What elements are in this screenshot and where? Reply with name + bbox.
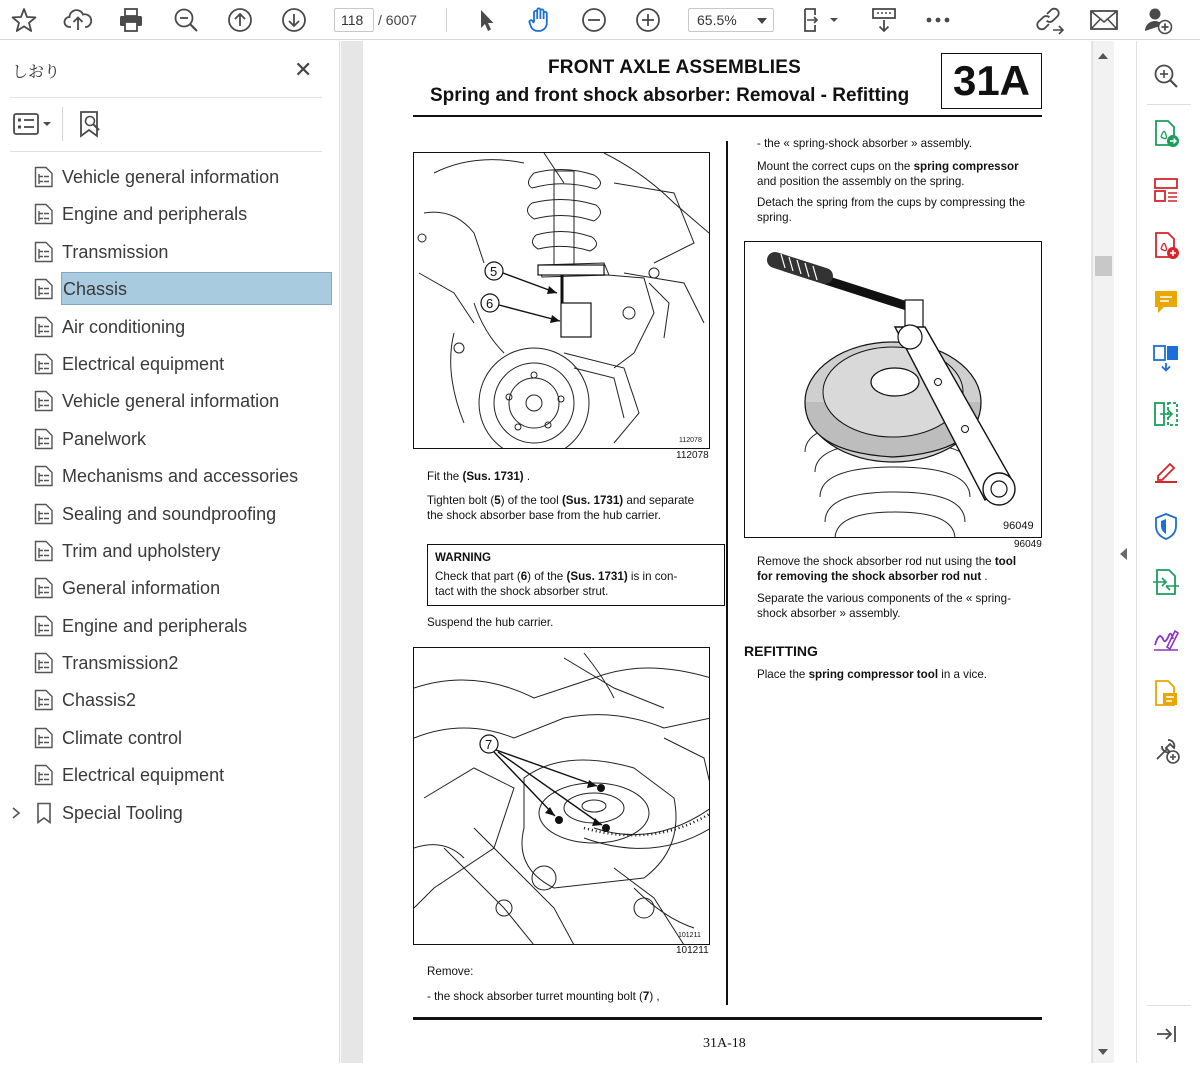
bookmark-doc-icon: [34, 577, 54, 599]
bookmark-doc-icon: [34, 503, 54, 525]
comment-icon[interactable]: [1151, 287, 1181, 317]
warning-text: [435, 569, 718, 599]
figure-caption-number: 96049: [1014, 539, 1042, 550]
bookmark-label: Chassis2: [62, 690, 137, 711]
text-run: is in con-: [627, 570, 678, 583]
send-for-review-icon[interactable]: [1151, 567, 1181, 597]
scroll-up-icon[interactable]: [1098, 53, 1108, 59]
text-run-bold: 7: [642, 990, 650, 1003]
callout-5: 5: [490, 264, 498, 279]
bookmark-doc-icon: [34, 465, 54, 487]
bookmark-label: Electrical equipment: [62, 765, 225, 786]
page-header-title: FRONT AXLE ASSEMBLIES: [548, 57, 801, 78]
bookmark-item[interactable]: [0, 308, 340, 345]
paragraph-place: [757, 667, 987, 682]
text-run: .: [981, 570, 988, 583]
previous-page-icon[interactable]: [222, 0, 258, 40]
bookmark-label: Trim and upholstery: [62, 540, 221, 561]
vertical-scrollbar[interactable]: [1092, 41, 1114, 1063]
organize-pages-icon[interactable]: [1151, 175, 1181, 205]
zoom-level-value: 65.5%: [697, 12, 737, 28]
text-run-bold: (Sus. 1731): [462, 470, 524, 483]
bookmark-item[interactable]: [0, 681, 340, 718]
bookmark-label: Vehicle general information: [62, 391, 280, 412]
bookmark-item[interactable]: [0, 794, 340, 831]
chevron-right-icon[interactable]: [10, 806, 22, 820]
bookmark-item[interactable]: [0, 457, 340, 494]
text-run-bold: 6: [520, 570, 528, 583]
zoom-in-icon[interactable]: [630, 0, 666, 40]
print-icon[interactable]: [113, 0, 149, 40]
close-icon[interactable]: ✕: [294, 57, 313, 82]
panel-title: しおり: [12, 64, 61, 81]
bookmark-doc-icon: [34, 652, 54, 674]
text-run: ) of the: [527, 570, 567, 583]
bookmarks-panel: [0, 41, 340, 1063]
paragraph-detach: [757, 195, 1043, 225]
pdf-page: [363, 41, 1091, 1063]
section-heading-refitting: REFITTING: [744, 643, 818, 659]
next-page-icon[interactable]: [276, 0, 312, 40]
text-run-bold: tool: [994, 555, 1017, 568]
bookmark-label: Special Tooling: [62, 802, 183, 823]
bookmark-label: General information: [62, 578, 221, 599]
figure-caption-number: 101211: [676, 945, 709, 956]
email-icon[interactable]: [1086, 0, 1122, 40]
zoom-level-select[interactable]: [688, 8, 774, 32]
scroll-down-icon[interactable]: [1098, 1049, 1108, 1055]
text-run: in a vice.: [938, 668, 988, 681]
zoom-out-icon[interactable]: [576, 0, 612, 40]
text-run: Mount the correct cups on the: [757, 160, 914, 173]
options-menu-icon[interactable]: [12, 111, 54, 137]
bookmark-icon: [34, 802, 54, 824]
bookmark-item[interactable]: [0, 420, 340, 457]
toolbar-divider: [446, 8, 447, 32]
hand-tool-icon[interactable]: [522, 0, 558, 40]
panel-divider: [10, 97, 322, 98]
page-number-input[interactable]: 118: [334, 8, 374, 32]
bookmark-list: [0, 158, 340, 831]
tools-rail: [1136, 41, 1200, 1063]
text-run: ) of the tool: [500, 494, 562, 507]
footer-rule: [413, 1017, 1042, 1020]
bookmark-label: Electrical equipment: [62, 353, 225, 374]
bookmark-label: Chassis: [61, 272, 332, 305]
create-pdf-icon[interactable]: [1151, 231, 1181, 261]
text-run: the shock absorber base from the hub carrier.: [427, 509, 661, 522]
figure-strut-tool: [413, 152, 710, 449]
figure-id-inside: 112078: [679, 437, 702, 444]
add-user-icon[interactable]: [1140, 0, 1176, 40]
strut-illustration: [414, 153, 710, 449]
text-run: shock absorber » assembly.: [757, 607, 901, 620]
text-run-bold: (Sus. 1731): [561, 494, 624, 507]
bookmark-item[interactable]: [0, 195, 340, 232]
figure-spring-compressor: [744, 241, 1042, 538]
request-signature-icon[interactable]: [1151, 623, 1181, 653]
bookmark-doc-icon: [34, 689, 54, 711]
bookmark-doc-icon: [34, 166, 54, 188]
page-footer-number: 31A-18: [703, 1036, 746, 1051]
bookmark-item[interactable]: [0, 495, 340, 532]
bookmark-item[interactable]: [0, 345, 340, 382]
bookmark-label: Panelwork: [62, 428, 147, 449]
bookmark-doc-icon: [34, 764, 54, 786]
text-run: Separate the various components of the « spring-: [757, 592, 1011, 605]
text-run: spring.: [757, 211, 792, 224]
collapse-rail-icon[interactable]: [1151, 1019, 1181, 1049]
bookmark-label: Climate control: [62, 727, 183, 748]
figure-id-inside: 96049: [1003, 520, 1034, 532]
page-fit-icon[interactable]: [796, 0, 844, 40]
bookmark-label: Vehicle general information: [62, 167, 280, 187]
more-options-icon[interactable]: [920, 0, 956, 40]
star-icon[interactable]: [6, 0, 42, 40]
text-run-bold: spring compressor: [913, 160, 1019, 173]
bookmark-doc-icon: [34, 390, 54, 412]
bookmark-item[interactable]: [0, 532, 340, 569]
callout-7: 7: [485, 737, 493, 752]
top-toolbar: [0, 0, 1200, 40]
header-rule: [413, 115, 1042, 117]
more-tools-icon[interactable]: [1151, 735, 1181, 765]
paragraph-tighten: [427, 493, 717, 523]
bookmark-label: Sealing and soundproofing: [62, 503, 277, 524]
panel-divider: [10, 151, 322, 152]
text-run: - the shock absorber turret mounting bolt (: [427, 990, 643, 1003]
bookmark-doc-icon: [34, 615, 54, 637]
text-run: Fit the: [427, 470, 463, 483]
scrollbar-thumb[interactable]: [1095, 256, 1112, 276]
collapse-panel-right-icon[interactable]: [1120, 548, 1127, 560]
chevron-down-icon: [757, 18, 767, 24]
figure-caption-number: 112078: [676, 450, 709, 461]
scroll-mode-icon[interactable]: [866, 0, 902, 40]
figure-id-inside: 101211: [678, 932, 701, 939]
bookmark-doc-icon: [34, 353, 54, 375]
bookmark-item[interactable]: [0, 569, 340, 606]
bookmark-label: Engine and peripherals: [62, 204, 248, 225]
bookmark-item[interactable]: [0, 719, 340, 756]
edit-pdf-icon[interactable]: [1151, 679, 1181, 709]
bookmark-label: Transmission2: [62, 653, 179, 674]
cloud-upload-icon[interactable]: [60, 0, 96, 40]
text-run: Check that part (: [435, 570, 521, 583]
bookmark-item[interactable]: [0, 644, 340, 681]
paragraph-spring-item: - the « spring-shock absorber » assembly.: [757, 137, 973, 150]
bookmark-label: Mechanisms and accessories: [62, 466, 299, 487]
rail-divider: [1147, 104, 1191, 105]
bookmark-item[interactable]: [0, 756, 340, 793]
bookmark-item[interactable]: [0, 233, 340, 270]
bookmark-doc-icon: [34, 540, 54, 562]
bookmark-doc-icon: [34, 428, 54, 450]
document-viewport: [341, 41, 1092, 1063]
rail-divider: [1147, 1005, 1191, 1006]
text-run: Detach the spring from the cups by compressing the: [757, 196, 1026, 209]
text-run: .: [523, 470, 531, 483]
bookmark-item[interactable]: [0, 158, 340, 195]
warning-box: [427, 544, 725, 606]
text-run: Tighten bolt (: [427, 494, 495, 507]
text-run: and position the assembly on the spring.: [757, 175, 965, 188]
bookmark-label: Engine and peripherals: [62, 615, 248, 636]
page-total: / 6007: [378, 12, 417, 28]
bookmark-doc-icon: [34, 278, 54, 300]
zoom-search-icon[interactable]: [1151, 61, 1181, 91]
share-link-icon[interactable]: [1030, 0, 1070, 40]
bookmark-item-selected[interactable]: [0, 270, 340, 307]
page-header-subtitle: Spring and front shock absorber: Removal - Refitting: [430, 85, 910, 106]
protect-shield-icon[interactable]: [1151, 511, 1181, 541]
bookmark-item[interactable]: [0, 382, 340, 419]
paragraph-fit: [427, 469, 530, 484]
text-run-bold: 5: [494, 494, 501, 507]
combine-files-icon[interactable]: [1151, 343, 1181, 373]
text-run-bold: (Sus. 1731): [566, 570, 628, 583]
bookmark-doc-icon: [34, 727, 54, 749]
paragraph-remove-rod: [757, 554, 1043, 584]
section-code: 31A: [941, 53, 1042, 109]
paragraph-remove: Remove:: [427, 965, 474, 978]
bookmark-search-icon[interactable]: [76, 109, 106, 139]
bookmark-item[interactable]: [0, 607, 340, 644]
bookmark-doc-icon: [34, 316, 54, 338]
paragraph-separate: [757, 591, 1043, 621]
bookmark-doc-icon: [34, 203, 54, 225]
turret-illustration: [414, 648, 710, 945]
zoom-out-search-icon[interactable]: [168, 0, 204, 40]
paragraph-suspend: Suspend the hub carrier.: [427, 616, 554, 629]
callout-6: 6: [486, 296, 494, 311]
paragraph-mount: [757, 159, 1043, 189]
text-run-bold: for removing the shock absorber rod nut: [757, 570, 982, 583]
compressor-illustration: [745, 242, 1042, 538]
text-run: ) ,: [649, 990, 660, 1003]
warning-heading: WARNING: [435, 551, 492, 564]
bookmark-label: Air conditioning: [62, 316, 186, 337]
column-separator: [726, 141, 728, 1005]
select-cursor-icon[interactable]: [470, 0, 502, 40]
bookmark-label: Transmission: [62, 241, 169, 262]
figure-turret-bolts: [413, 647, 710, 945]
text-run: and separate: [623, 494, 695, 507]
text-run: Remove the shock absorber rod nut using the: [757, 555, 995, 568]
export-pdf-icon[interactable]: [1151, 119, 1181, 149]
compare-files-icon[interactable]: [1151, 399, 1181, 429]
bookmark-doc-icon: [34, 241, 54, 263]
fill-sign-icon[interactable]: [1151, 455, 1181, 485]
tools-divider: [62, 107, 63, 141]
text-run-bold: spring compressor tool: [808, 668, 939, 681]
text-run: tact with the shock absorber strut.: [435, 585, 609, 598]
paragraph-remove-item: [427, 989, 660, 1004]
text-run: Place the: [757, 668, 809, 681]
